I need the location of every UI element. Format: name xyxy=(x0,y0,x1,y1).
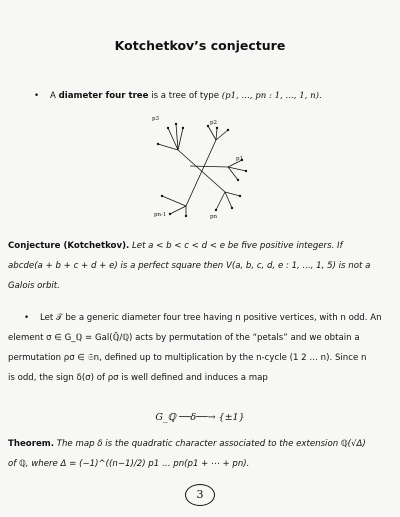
conjecture-line-1: Let a < b < c < d < e be five positive integers. If xyxy=(132,241,343,251)
body-line-2: element σ ∈ G_ℚ = Gal(ℚ̄/ℚ) acts by permutation of the “petals” and we obtain a xyxy=(8,333,360,343)
intro-prefix: A xyxy=(50,91,59,101)
conjecture-heading: Conjecture (Kotchetkov). xyxy=(8,241,130,251)
theorem-line-1: The map δ is the quadratic character associated to the extension ℚ(√Δ) xyxy=(56,439,366,449)
body-line-1: Let 𝒯 be a generic diameter four tree having n positive vertices, with n odd. An xyxy=(40,313,382,323)
bullet-icon: • xyxy=(24,313,30,323)
label-p2: p2 xyxy=(210,120,218,126)
label-pn-1: pn-1 xyxy=(154,212,167,218)
intro-type-math: (p1, ..., pn : 1, ..., 1, n). xyxy=(221,91,322,101)
theorem-line-2: of ℚ, where Δ = (−1)^((n−1)/2) p1 … pn(p1 + ⋯ + pn). xyxy=(8,459,250,469)
intro-suffix: is a tree of type xyxy=(148,91,222,101)
label-pn: pn xyxy=(210,214,218,220)
body-line-3: permutation ρσ ∈ 𝔖n, defined up to multiplication by the n-cycle (1 2 … n). Since n xyxy=(8,353,367,363)
label-p1: p1 xyxy=(236,156,244,162)
intro-paragraph xyxy=(34,86,374,106)
bullet-icon: • xyxy=(34,91,40,101)
theorem-heading: Theorem. xyxy=(8,439,54,449)
body-paragraph xyxy=(8,308,392,388)
conjecture-paragraph xyxy=(8,236,392,296)
delta-map: G_ℚ ──δ──→ {±1} xyxy=(155,412,245,423)
page-number: 3 xyxy=(185,484,215,506)
intro-term: diameter four tree xyxy=(58,91,149,101)
body-line-4: is odd, the sign δ(σ) of ρσ is well defined and induces a map xyxy=(8,373,268,383)
label-p3: p3 xyxy=(152,116,160,122)
conjecture-line-3: Galois orbit. xyxy=(8,281,60,291)
page-title: Kotchetkov’s conjecture xyxy=(114,38,286,53)
diameter-four-tree-figure xyxy=(128,104,278,230)
theorem-paragraph xyxy=(8,434,392,474)
conjecture-line-2: abcde(a + b + c + d + e) is a perfect square then V(a, b, c, d, e : 1, ..., 1, 5) is not a xyxy=(8,261,371,271)
